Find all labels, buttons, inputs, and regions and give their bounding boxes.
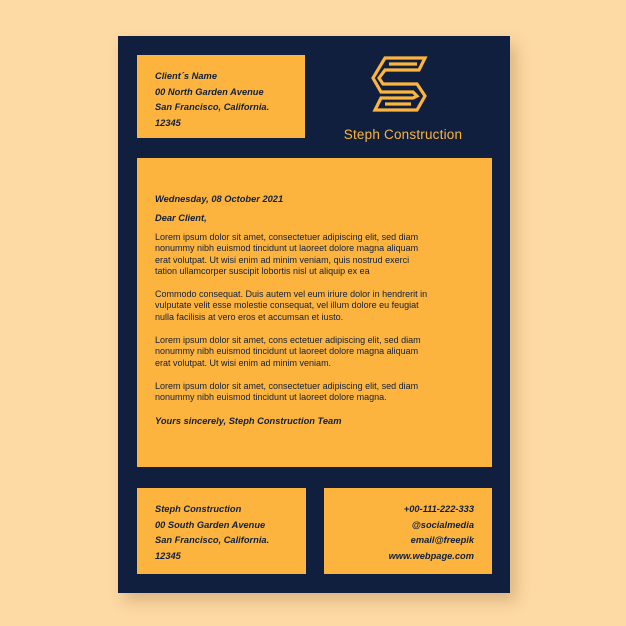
paragraph-line: tation ullamcorper suscipit lobortis nisl ut aliquip ex ea <box>155 265 370 276</box>
paragraph-1 <box>155 232 472 277</box>
letterhead-page <box>118 36 510 593</box>
paragraph-line: nonummy nibh euismod tincidunt ut laoreet dolore magna aliquam <box>155 346 419 357</box>
paragraph-line: erat volutpat. Ut wisi enim ad minim veniam. <box>155 357 332 368</box>
contact-block <box>324 488 492 574</box>
company-name: Steph Construction <box>343 127 463 142</box>
company-address-name: Steph Construction <box>155 504 242 514</box>
letter-signoff: Yours sincerely, Steph Construction Team <box>155 415 342 426</box>
paragraph-line: Lorem ipsum dolor sit amet, consectetuer adipiscing elit, sed diam <box>155 232 419 242</box>
company-city: San Francisco, California. <box>155 535 270 545</box>
company-street: 00 South Garden Avenue <box>155 519 266 530</box>
client-address-block <box>137 55 305 138</box>
paragraph-line: nonummy nibh euismod tincidunt ut laoreet dolore magna. <box>155 392 387 403</box>
paragraph-line: erat volutpat. Ut wisi enim ad minim veniam, quis nostrud exerci <box>155 254 410 265</box>
client-street: 00 North Garden Avenue <box>155 86 264 97</box>
social-handle: @socialmedia <box>411 519 474 530</box>
paragraph-line: Commodo consequat. Duis autem vel eum iriure dolor in hendrerit in <box>155 289 428 300</box>
paragraph-3 <box>155 335 472 369</box>
paragraph-line: Lorem ipsum dolor sit amet, consectetuer adipiscing elit, sed diam <box>155 380 419 391</box>
client-zip: 12345 <box>155 117 181 128</box>
s-monogram-icon <box>371 56 429 114</box>
paragraph-2 <box>155 289 472 323</box>
company-zip: 12345 <box>155 550 181 561</box>
email-address: email@freepik <box>410 535 474 545</box>
paragraph-4 <box>155 381 472 404</box>
paragraph-line: nonummy nibh euismod tincidunt ut laoreet dolore magna aliquam <box>155 243 419 254</box>
letter-body <box>137 158 492 467</box>
letter-greeting: Dear Client, <box>155 213 207 223</box>
client-city: San Francisco, California. <box>155 102 270 112</box>
paragraph-line: nulla facilisis at vero eros et accumsan et iusto. <box>155 311 344 322</box>
letter-date: Wednesday, 08 October 2021 <box>155 194 284 204</box>
client-name: Client´s Name <box>155 71 217 81</box>
website-url: www.webpage.com <box>388 550 474 561</box>
paragraph-line: Lorem ipsum dolor sit amet, cons ectetuer adipiscing elit, sed diam <box>155 335 421 346</box>
paragraph-line: vulputate velit esse molestie consequat, vel illum dolore eu feugiat <box>155 300 419 311</box>
phone-number: +00-111-222-333 <box>403 504 474 514</box>
company-address-block <box>137 488 306 574</box>
